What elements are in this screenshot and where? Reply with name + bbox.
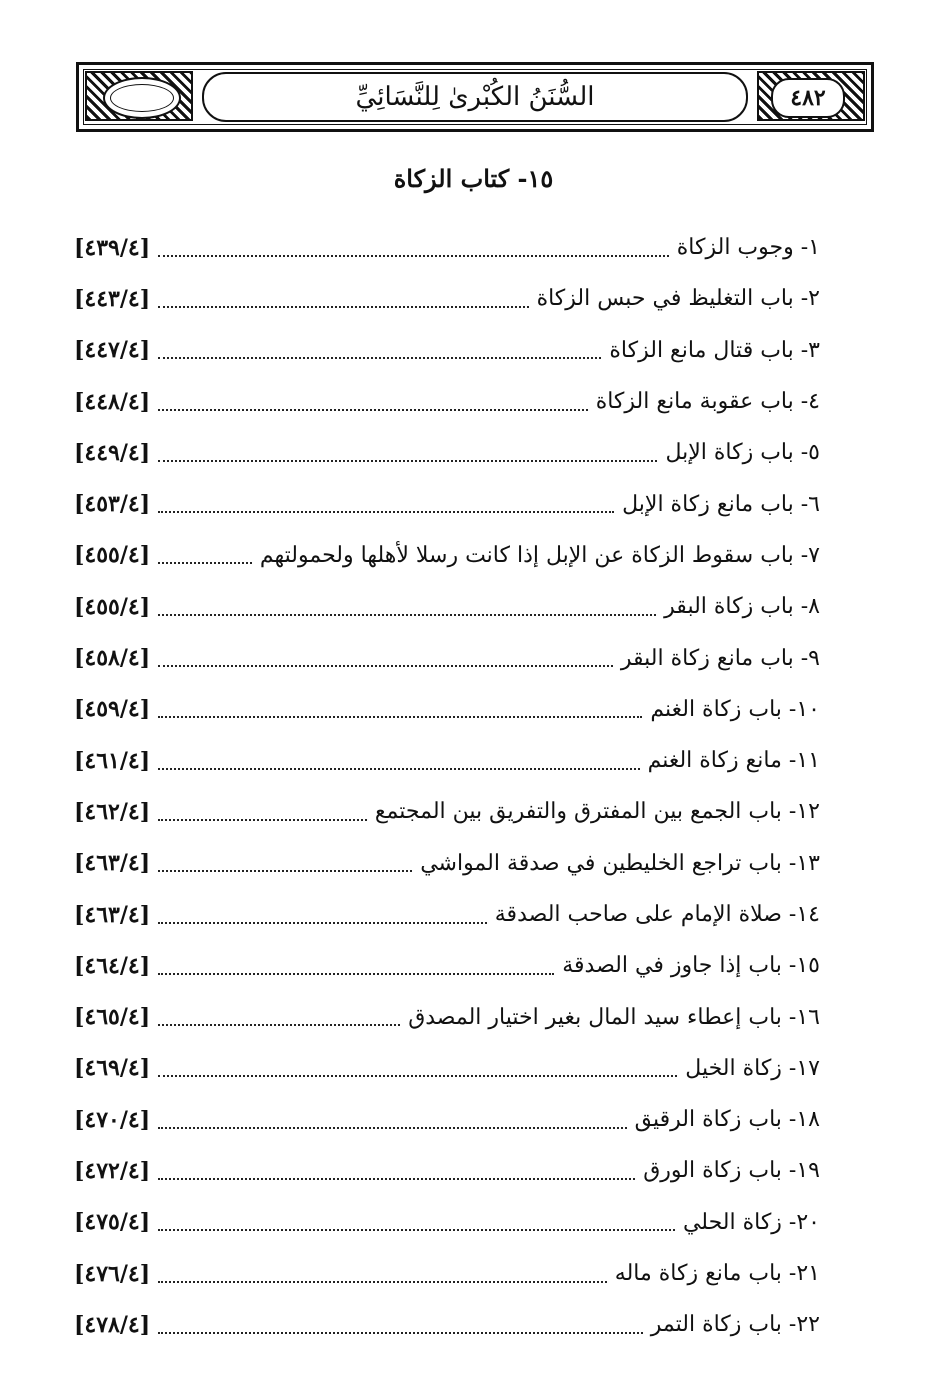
toc-entry-title: ٦- باب مانع زكاة الإبل bbox=[622, 491, 820, 517]
toc-entry bbox=[74, 581, 820, 632]
dot-leader bbox=[158, 1281, 607, 1283]
toc-entry-title: ٢٢- باب زكاة التمر bbox=[650, 1312, 820, 1338]
toc-entry-title: ١٣- باب تراجع الخليطين في صدقة المواشي bbox=[420, 850, 820, 876]
dot-leader bbox=[158, 460, 657, 462]
toc-entry-reference: [٤٦٤/٤] bbox=[74, 952, 151, 979]
dot-leader bbox=[158, 1229, 675, 1231]
toc-entry bbox=[74, 478, 820, 529]
dot-leader bbox=[158, 922, 487, 924]
toc-entry-title: ١٦- باب إعطاء سيد المال بغير اختيار المصدق bbox=[408, 1004, 820, 1030]
toc-entry-reference: [٤٤٧/٤] bbox=[74, 337, 151, 364]
toc-entry-title: ٥- باب زكاة الإبل bbox=[665, 440, 820, 466]
dot-leader bbox=[158, 1024, 400, 1026]
toc-entry bbox=[74, 838, 820, 889]
page-header bbox=[76, 62, 874, 132]
toc-entry-reference: [٤٦١/٤] bbox=[74, 747, 151, 774]
book-title: السُّنَنُ الكُبْرىٰ لِلنَّسَائِيِّ bbox=[355, 82, 595, 112]
toc-entry-title: ١- وجوب الزكاة bbox=[676, 235, 820, 261]
dot-leader bbox=[158, 255, 669, 257]
toc-entry-reference: [٤٦٢/٤] bbox=[74, 798, 151, 825]
dot-leader bbox=[158, 1075, 677, 1077]
toc-entry-reference: [٤٣٩/٤] bbox=[74, 234, 151, 261]
toc-entry-reference: [٤٧٢/٤] bbox=[74, 1157, 151, 1184]
toc-entry-reference: [٤٦٥/٤] bbox=[74, 1004, 151, 1031]
toc-entry-reference: [٤٤٨/٤] bbox=[74, 388, 151, 415]
dot-leader bbox=[158, 1127, 626, 1129]
dot-leader bbox=[158, 819, 367, 821]
dot-leader bbox=[158, 870, 412, 872]
toc-entry-title: ١٨- باب زكاة الرقيق bbox=[634, 1107, 820, 1133]
toc-entry-reference: [٤٦٣/٤] bbox=[74, 850, 151, 877]
toc-entry bbox=[74, 1299, 820, 1350]
toc-entry bbox=[74, 273, 820, 324]
toc-entry-reference: [٤٦٣/٤] bbox=[74, 901, 151, 928]
dot-leader bbox=[158, 614, 656, 616]
toc-entry-title: ٩- باب مانع زكاة البقر bbox=[620, 645, 820, 671]
toc-entry bbox=[74, 1043, 820, 1094]
toc-entry-reference: [٤٧٠/٤] bbox=[74, 1106, 151, 1133]
dot-leader bbox=[158, 768, 639, 770]
dot-leader bbox=[158, 306, 528, 308]
ornament-left bbox=[85, 71, 193, 121]
toc-entry bbox=[74, 376, 820, 427]
toc-entry-title: ٢- باب التغليظ في حبس الزكاة bbox=[536, 286, 820, 312]
dot-leader bbox=[158, 973, 554, 975]
toc-entry-title: ٢٠- زكاة الحلي bbox=[682, 1209, 820, 1235]
toc-entry-title: ١٩- باب زكاة الورق bbox=[643, 1158, 820, 1184]
dot-leader bbox=[158, 1178, 635, 1180]
toc-entry bbox=[74, 530, 820, 581]
toc-entry bbox=[74, 1145, 820, 1196]
dot-leader bbox=[158, 511, 614, 513]
ornament-right bbox=[757, 71, 865, 121]
toc-entry bbox=[74, 940, 820, 991]
toc-entry-reference: [٤٥٨/٤] bbox=[74, 645, 151, 672]
toc-entry bbox=[74, 889, 820, 940]
dot-leader bbox=[158, 665, 613, 667]
toc-entry-reference: [٤٤٣/٤] bbox=[74, 285, 151, 312]
book-seal-medallion bbox=[103, 77, 181, 119]
toc-entry-reference: [٤٦٩/٤] bbox=[74, 1055, 151, 1082]
toc-entry-title: ١٥- باب إذا جاوز في الصدقة bbox=[562, 953, 820, 979]
toc-entry bbox=[74, 632, 820, 683]
toc-entry-title: ١٢- باب الجمع بين المفترق والتفريق بين المجتمع bbox=[374, 799, 820, 825]
toc-entry bbox=[74, 427, 820, 478]
toc-entry-title: ٤- باب عقوبة مانع الزكاة bbox=[595, 389, 820, 415]
toc-entry-reference: [٤٧٨/٤] bbox=[74, 1311, 151, 1338]
toc-entry-title: ٨- باب زكاة البقر bbox=[664, 594, 820, 620]
toc-entry bbox=[74, 1248, 820, 1299]
toc-entry bbox=[74, 222, 820, 273]
toc-entry-title: ١٠- باب زكاة الغنم bbox=[650, 696, 820, 722]
toc-entry-title: ٣- باب قتال مانع الزكاة bbox=[609, 337, 820, 363]
dot-leader bbox=[158, 1332, 643, 1334]
toc-entry bbox=[74, 786, 820, 837]
toc-entry-reference: [٤٤٩/٤] bbox=[74, 439, 151, 466]
toc-entry bbox=[74, 1094, 820, 1145]
chapter-title: ١٥- كتاب الزكاة bbox=[393, 164, 554, 193]
page-number: ٤٨٢ bbox=[771, 78, 845, 118]
toc-entry-title: ٧- باب سقوط الزكاة عن الإبل إذا كانت رسلا لأهلها ولحمولتهم bbox=[259, 542, 820, 568]
dot-leader bbox=[158, 357, 601, 359]
toc-entry bbox=[74, 684, 820, 735]
toc-entry-reference: [٤٥٥/٤] bbox=[74, 542, 151, 569]
dot-leader bbox=[158, 409, 588, 411]
dot-leader bbox=[158, 716, 642, 718]
book-title-banner bbox=[202, 72, 748, 122]
toc-entry bbox=[74, 735, 820, 786]
toc-entry-title: ١٤- صلاة الإمام على صاحب الصدقة bbox=[494, 902, 820, 927]
dot-leader bbox=[158, 562, 252, 564]
toc-entry-title: ١١- مانع زكاة الغنم bbox=[647, 748, 820, 774]
toc-entry-reference: [٤٧٥/٤] bbox=[74, 1209, 151, 1236]
toc-entry-reference: [٤٥٩/٤] bbox=[74, 696, 151, 723]
toc-entry bbox=[74, 991, 820, 1042]
toc-entry-reference: [٤٥٣/٤] bbox=[74, 491, 151, 518]
table-of-contents bbox=[74, 222, 820, 1351]
toc-entry-title: ٢١- باب مانع زكاة ماله bbox=[614, 1261, 820, 1287]
toc-entry-title: ١٧- زكاة الخيل bbox=[685, 1055, 820, 1081]
toc-entry-reference: [٤٥٥/٤] bbox=[74, 593, 151, 620]
toc-entry bbox=[74, 1197, 820, 1248]
toc-entry-reference: [٤٧٦/٤] bbox=[74, 1260, 151, 1287]
toc-entry bbox=[74, 325, 820, 376]
